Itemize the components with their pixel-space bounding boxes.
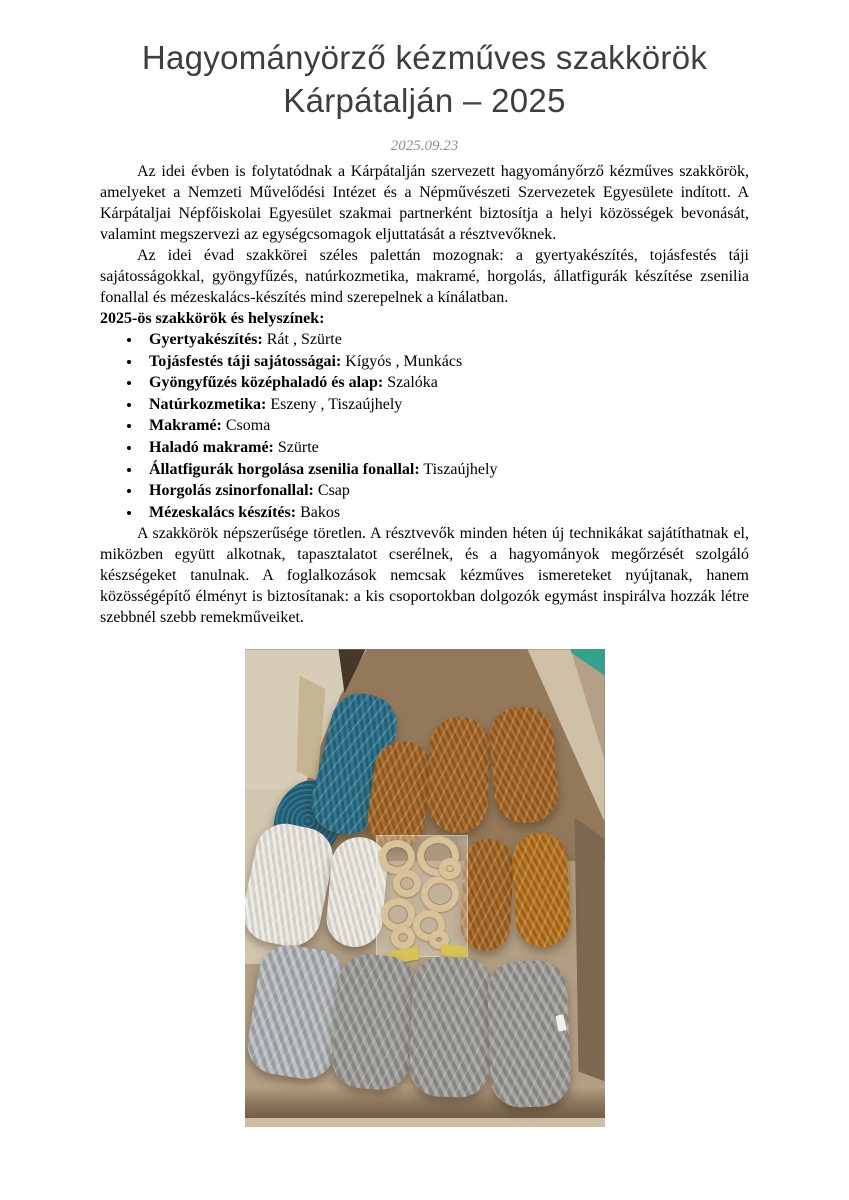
page-title-line2: Kárpátalján – 2025 bbox=[283, 82, 566, 119]
list-item-label: Natúrkozmetika: bbox=[149, 395, 267, 413]
list-item bbox=[142, 394, 749, 416]
list-item-label: Tojásfestés táji sajátosságai: bbox=[149, 352, 342, 370]
list-item-value: Bakos bbox=[300, 503, 341, 521]
list-item-label: Makramé: bbox=[149, 417, 222, 435]
list-item bbox=[142, 351, 749, 373]
publish-date: 2025.09.23 bbox=[390, 138, 459, 154]
article-figure bbox=[100, 649, 749, 1127]
wooden-ring bbox=[379, 840, 415, 874]
yarn-skein-mustard-bright bbox=[511, 832, 572, 949]
paragraph-closing: A szakkörök népszerűsége töretlen. A résztvevők minden héten új technikákat sajátíthatnak el, miközben együtt alkotnak, tapasztalatot cserélnek, és a hagyományok megőrzését szolgáló készségeket tanulnak. A foglalkozások nemcsak kézműves ismereteket nyújtanak, hanem közösségépítő élményt is biztosítanak: a kis csoportokban dolgozók egymást inspirálva hozzák létre szebbnél szebb remekműveiket. bbox=[100, 525, 749, 627]
yarn-skein-mustard bbox=[426, 716, 490, 834]
list-item bbox=[142, 437, 749, 459]
workshops-list-heading: 2025-ös szakkörök és helyszínek: bbox=[100, 310, 325, 327]
list-item-value: Kígyós , Munkács bbox=[345, 352, 463, 370]
list-item-value: Csap bbox=[317, 482, 350, 500]
list-item bbox=[142, 329, 749, 351]
page-title-line1: Hagyományörző kézműves szakkörök bbox=[141, 39, 708, 76]
yarn-skein-grey bbox=[408, 956, 493, 1099]
yarn-skein-grey bbox=[486, 960, 571, 1109]
list-item-value: Rát , Szürte bbox=[266, 331, 342, 348]
list-item-value: Szalóka bbox=[387, 374, 438, 392]
list-item bbox=[142, 415, 749, 437]
list-item-label: Haladó makramé: bbox=[149, 438, 274, 456]
list-item bbox=[142, 459, 749, 481]
yarn-skein-grey bbox=[329, 952, 418, 1092]
document-page bbox=[100, 0, 749, 1127]
plastic-bag-rings bbox=[376, 835, 468, 957]
list-item-value: Szürte bbox=[277, 438, 319, 456]
workshops-list bbox=[100, 329, 749, 523]
list-item-label: Állatfigurák horgolása zsenilia fonallal: bbox=[149, 460, 420, 478]
list-item bbox=[142, 502, 749, 524]
wooden-ring bbox=[393, 870, 421, 897]
paragraph-intro: Az idei évben is folytatódnak a Kárpátalján szervezett hagyományőrző kézműves szakkörök, amelyeket a Nemzeti Művelődési Intézet és a Népművészeti Szervezetek Egyesülete indított. A Kárpátaljai Népfőiskolai Egyesület szakmai partnerként biztosítja a helyi közösségek bevonását, valamint megszervezi az egységcsomagok eljuttatását a résztvevőknek. bbox=[100, 163, 749, 243]
wooden-ring bbox=[439, 858, 461, 879]
paragraph-season: Az idei évad szakkörei széles palettán mozognak: a gyertyakészítés, tojásfestés táji sajátosságokkal, gyöngyfűzés, natúrkozmetika, makramé, horgolás, állatfigurák készítése zsenilia fonallal és mézeskalács-készítés mind szerepelnek a kínálatban. bbox=[100, 247, 749, 306]
list-item-label: Mézeskalács készítés: bbox=[149, 503, 297, 521]
cardboard-front-flap bbox=[245, 1118, 605, 1127]
yarn-skein-mustard bbox=[487, 705, 561, 826]
yarn-skein-white bbox=[245, 819, 339, 953]
list-item bbox=[142, 480, 749, 502]
photo-yarn-box bbox=[245, 649, 605, 1127]
wooden-ring bbox=[421, 876, 459, 912]
list-item-label: Gyertyakészítés: bbox=[149, 331, 263, 348]
page-title bbox=[100, 0, 749, 122]
list-item-label: Gyöngyfűzés középhaladó és alap: bbox=[149, 374, 384, 392]
wooden-ring bbox=[391, 926, 415, 949]
list-item-value: Tiszaújhely bbox=[423, 460, 498, 478]
list-item-value: Csoma bbox=[225, 417, 271, 435]
list-item-label: Horgolás zsinorfonallal: bbox=[149, 482, 314, 500]
list-item bbox=[142, 372, 749, 394]
list-item-value: Eszeny , Tiszaújhely bbox=[270, 395, 403, 413]
